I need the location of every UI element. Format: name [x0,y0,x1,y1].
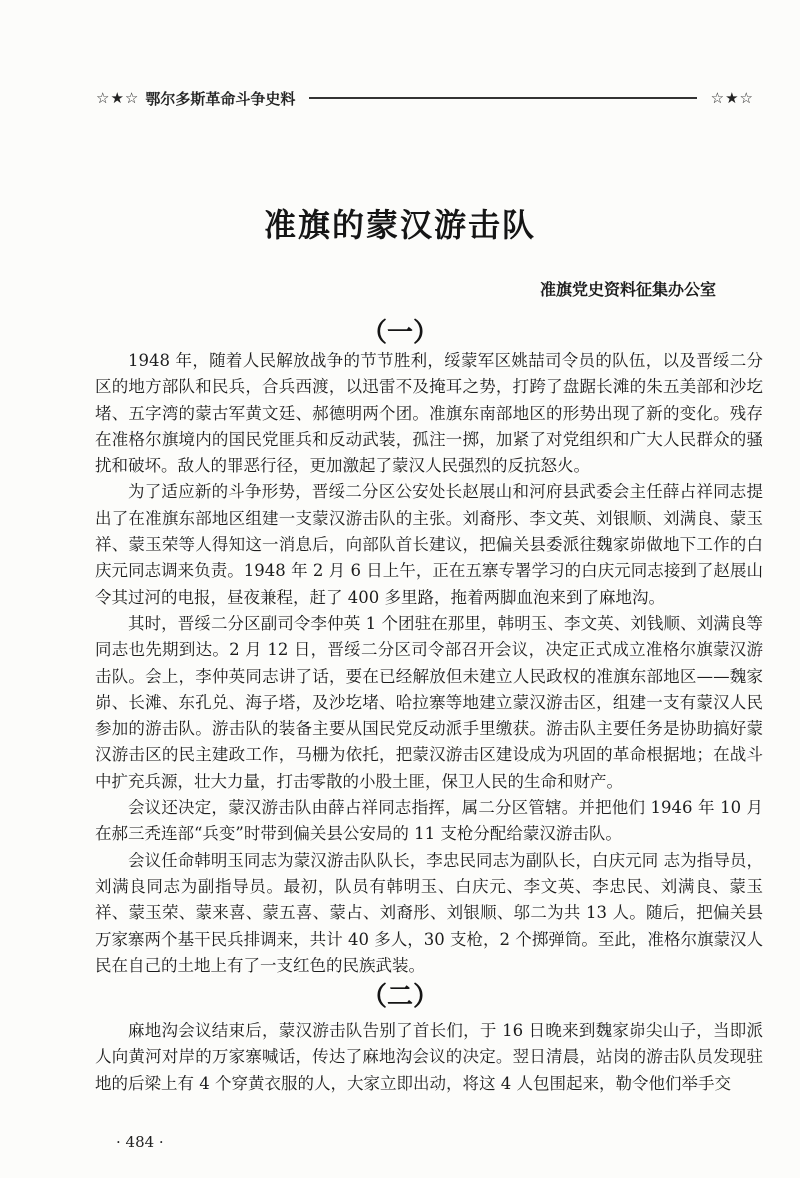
section-heading-1: （一） [360,318,439,348]
page-number: · 484 · [116,1133,164,1151]
running-header [96,86,754,110]
section-1-body [95,348,763,979]
header-stars-right: ☆★☆ [710,89,754,107]
article-author: 准旗党史资料征集办公室 [539,280,716,299]
header-stars-left: ☆★☆ [96,89,140,107]
paragraph: 其时，晋绥二分区副司令李仲英 1 个团驻在那里，韩明玉、李文英、刘钱顺、刘满良等同志也先期到达。2 月 12 日，晋绥二分区司令部召开会议，决定正式成立准格尔旗蒙汉游击队。会上，李仲英同志讲了话，要在已经解放但未建立人民政权的准旗东部地区——魏家峁、长滩、东孔兑、海子塔，及沙圪堵、哈拉寨等地建立蒙汉游击区，组建一支有蒙汉人民参加的游击队。游击队的装备主要从国民党反动派手里缴获。游击队主要任务是协助搞好蒙汉游击区的民主建政工作，马栅为依托，把蒙汉游击区建设成为巩固的革命根据地；在战斗中扩充兵源，壮大力量，打击零散的小股土匪，保卫人民的生命和财产。 [95,613,763,791]
section-heading-2: （二） [360,982,439,1012]
paragraph: 麻地沟会议结束后，蒙汉游击队告别了首长们，于 16 日晚来到魏家峁尖山子，当即派人向黄河对岸的万家寨喊话，传达了麻地沟会议的决定。翌日清晨，站岗的游击队员发现驻地的后梁上有 4 个穿黄衣服的人，大家立即出动，将这 4 人包围起来，勒令他们举手交 [95,1021,763,1093]
article-title: 准旗的蒙汉游击队 [263,206,536,244]
running-title: 鄂尔多斯革命斗争史料 [145,89,296,108]
paragraph: 为了适应新的斗争形势，晋绥二分区公安处长赵展山和河府县武委会主任薛占祥同志提出了在准旗东部地区组建一支蒙汉游击队的主张。刘裔彤、李文英、刘银顺、刘满良、蒙玉祥、蒙玉荣等人得知这一消息后，向部队首长建议，把偏关县委派往魏家峁做地下工作的白庆元同志调来负责。1948 年 2 月 6 日上午，正在五寨专署学习的白庆元同志接到了赵展山令其过河的电报，昼夜兼程，赶了 400 多里路，拖着两脚血泡来到了麻地沟。 [95,482,763,607]
paragraph: 会议任命韩明玉同志为蒙汉游击队队长，李忠民同志为副队长，白庆元同 志为指导员，刘满良同志为副指导员。最初，队员有韩明玉、白庆元、李文英、李忠民、刘满良、蒙玉祥、蒙玉荣、蒙来喜、蒙五喜、蒙占、刘裔彤、刘银顺、邬二为共 13 人。随后，把偏关县万家寨两个基干民兵排调来，共计 40 多人，30 支枪，2 个掷弹筒。至此，准格尔旗蒙汉人民在自己的土地上有了一支红色的民族武装。 [95,850,763,975]
header-rule [309,97,696,99]
paragraph: 1948 年，随着人民解放战争的节节胜利，绥蒙军区姚喆司令员的队伍，以及晋绥二分区的地方部队和民兵，合兵西渡，以迅雷不及掩耳之势，打跨了盘踞长滩的朱五美部和沙圪堵、五字湾的蒙古军黄文廷、郝德明两个团。准旗东南部地区的形势出现了新的变化。残存在准格尔旗境内的国民党匪兵和反动武装，孤注一掷，加紧了对党组织和广大人民群众的骚扰和破坏。敌人的罪恶行径，更加激起了蒙汉人民强烈的反抗怒火。 [95,351,763,476]
paragraph: 会议还决定，蒙汉游击队由薛占祥同志指挥，属二分区管辖。并把他们 1946 年 10 月在郝三秃连部“兵变”时带到偏关县公安局的 11 支枪分配给蒙汉游击队。 [95,798,763,844]
section-2-body [95,1018,763,1097]
